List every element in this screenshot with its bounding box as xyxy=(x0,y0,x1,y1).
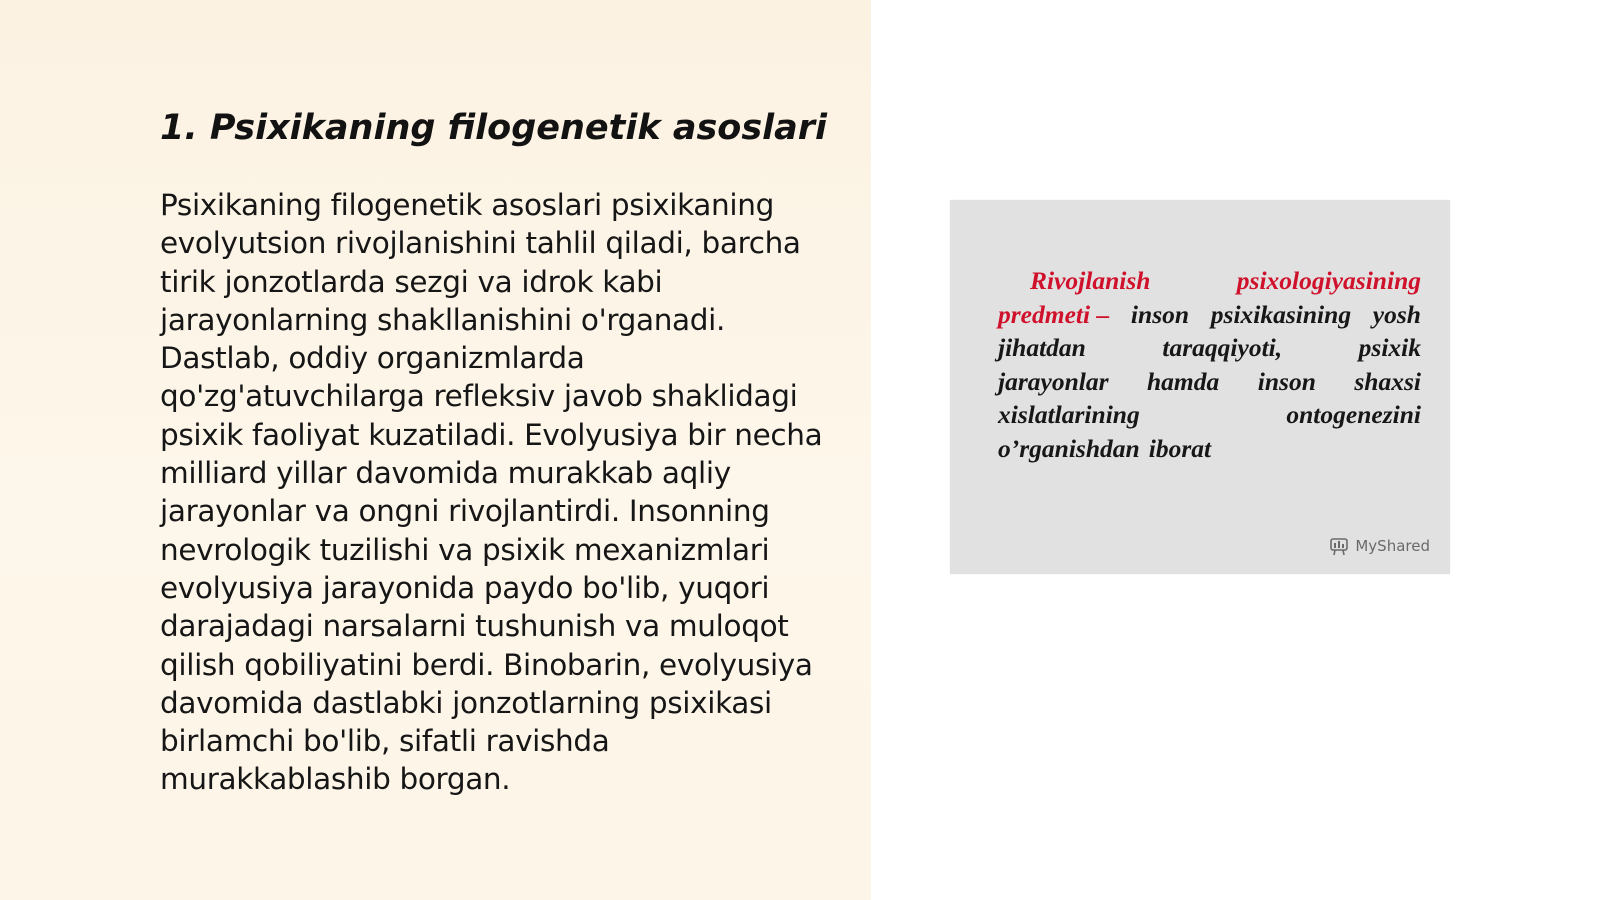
slide-body-text xyxy=(160,186,850,799)
definition-word: taraqqiyoti, xyxy=(1162,333,1283,362)
definition-word: psixik xyxy=(1358,333,1421,362)
definition-word: jihatdan xyxy=(998,333,1086,362)
slide-title: 1. Psixikaning filogenetik asoslari xyxy=(160,108,828,148)
definition-word: inson xyxy=(1130,299,1190,329)
body-line: evolyusiya jarayonida paydo bo'lib, yuqori xyxy=(160,570,770,605)
definition-line xyxy=(998,298,1421,332)
body-line: jarayonlarning shakllanishini o'rganadi. xyxy=(160,302,726,337)
definition-word: predmeti – xyxy=(998,299,1110,329)
definition-line xyxy=(998,398,1421,432)
myshared-logo-icon xyxy=(1329,536,1351,556)
definition-word: ontogenezini xyxy=(1286,400,1421,429)
body-line: birlamchi bo'lib, sifatli ravishda xyxy=(160,724,610,759)
definition-word: hamda xyxy=(1147,366,1220,396)
definition-word: shaxsi xyxy=(1354,366,1421,396)
body-line: psixik faoliyat kuzatiladi. Evolyusiya bir necha xyxy=(160,417,823,452)
definition-word: psixologiyasining xyxy=(1236,266,1421,295)
definition-word: psixikasining xyxy=(1210,299,1352,329)
definition-line xyxy=(998,331,1421,365)
body-line: jarayonlar va ongni rivojlantirdi. Insonning xyxy=(160,494,770,529)
definition-word: iborat xyxy=(1148,433,1212,463)
definition-word: inson xyxy=(1257,366,1316,396)
body-line: davomida dastlabki jonzotlarning psixikasi xyxy=(160,685,772,720)
definition-word: yosh xyxy=(1372,299,1421,329)
definition-line xyxy=(998,365,1421,399)
definition-line xyxy=(998,432,1421,466)
body-line: milliard yillar davomida murakkab aqliy xyxy=(160,456,731,491)
body-line: Dastlab, oddiy organizmlarda xyxy=(160,341,585,376)
body-line: nevrologik tuzilishi va psixik mexanizmlari xyxy=(160,532,770,567)
watermark-label: MyShared xyxy=(1355,537,1430,555)
definition-word: Rivojlanish xyxy=(1030,266,1151,295)
body-line: qilish qobiliyatini berdi. Binobarin, evolyusiya xyxy=(160,647,813,682)
word-spacer xyxy=(1140,432,1149,466)
definition-image-card xyxy=(950,200,1450,574)
myshared-watermark xyxy=(1329,536,1430,556)
definition-text xyxy=(998,264,1421,465)
body-line: murakkablashib borgan. xyxy=(160,762,511,797)
definition-word: xislatlarining xyxy=(998,400,1140,429)
body-line: Psixikaning filogenetik asoslari psixikaning xyxy=(160,188,774,222)
body-line: darajadagi narsalarni tushunish va muloqot xyxy=(160,609,789,644)
definition-word: jarayonlar xyxy=(998,366,1109,396)
body-line: tirik jonzotlarda sezgi va idrok kabi xyxy=(160,264,663,299)
body-line: evolyutsion rivojlanishini tahlil qiladi, barcha xyxy=(160,226,801,261)
definition-line xyxy=(998,264,1421,298)
definition-word: o’rganishdan xyxy=(998,433,1140,463)
body-line: qo'zg'atuvchilarga refleksiv javob shaklidagi xyxy=(160,379,798,414)
